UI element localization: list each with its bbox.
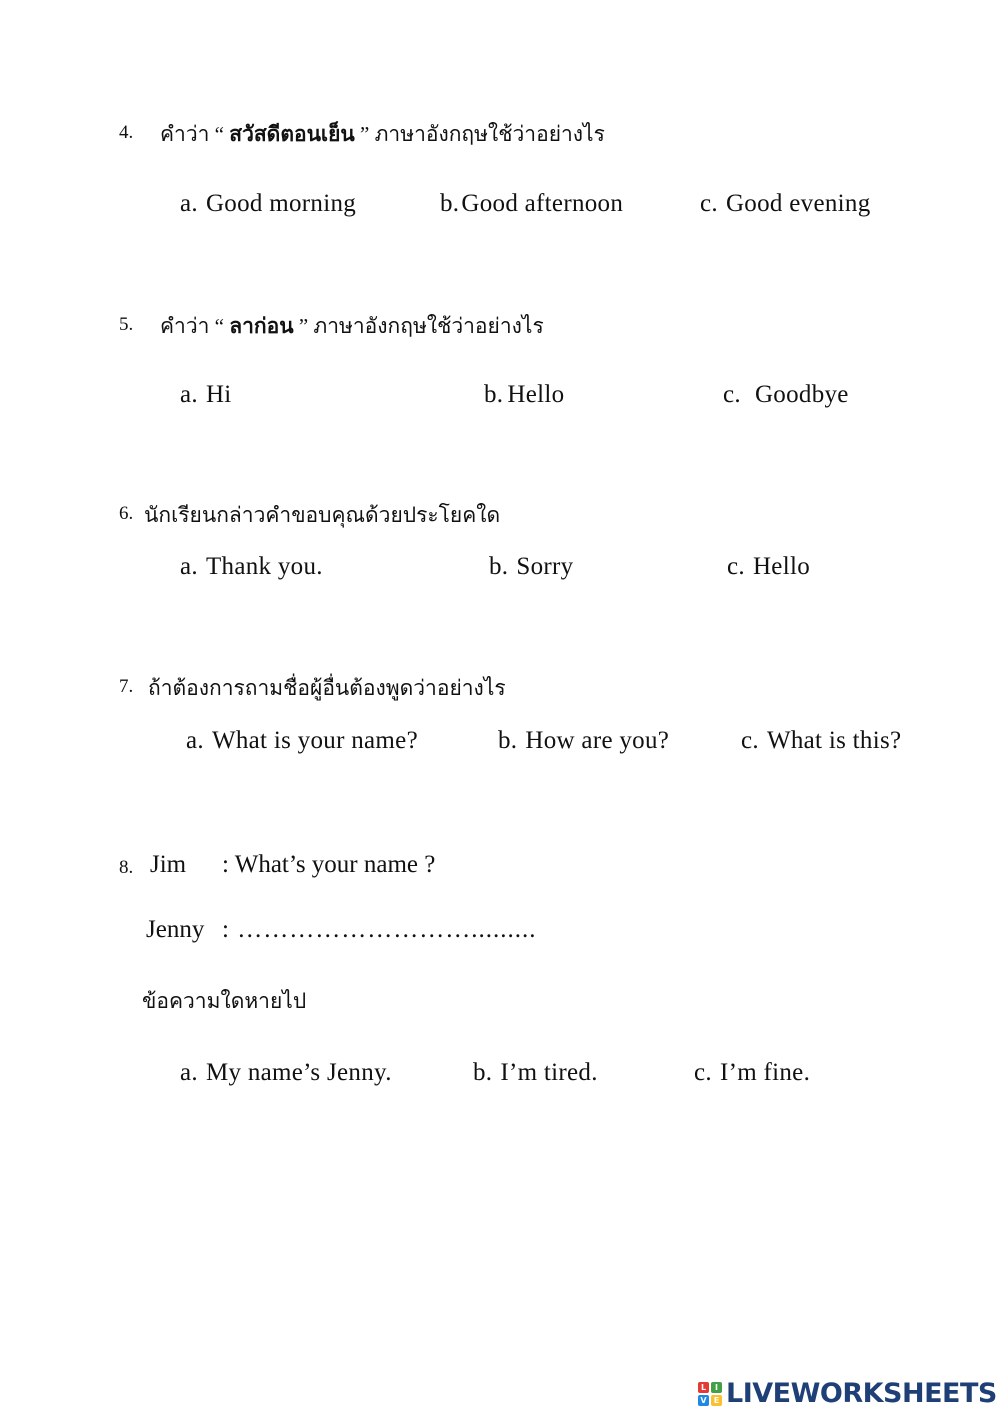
option-b[interactable] xyxy=(498,727,669,755)
option-label: b. xyxy=(498,727,518,754)
prompt-keyword: สวัสดีตอนเย็น xyxy=(229,122,355,146)
option-b[interactable] xyxy=(440,190,623,218)
option-a[interactable] xyxy=(180,553,323,581)
option-text: Goodbye xyxy=(754,381,849,408)
option-c[interactable] xyxy=(727,553,810,581)
option-label: a. xyxy=(180,553,198,580)
option-text: How are you? xyxy=(525,727,670,754)
option-text: Good evening xyxy=(725,190,871,217)
option-text: What is this? xyxy=(766,727,902,754)
prompt-text: ” ภาษาอังกฤษใช้ว่าอย่างไร xyxy=(298,314,544,338)
option-a[interactable] xyxy=(180,381,232,409)
question-number: 5. xyxy=(119,314,134,335)
option-b[interactable] xyxy=(473,1059,598,1087)
option-a[interactable] xyxy=(186,727,418,755)
question-prompt: นักเรียนกล่าวคำขอบคุณด้วยประโยคใด xyxy=(144,503,501,527)
option-text: Thank you. xyxy=(205,553,323,580)
option-label: a. xyxy=(180,190,198,217)
option-label: c. xyxy=(727,553,745,580)
option-label: a. xyxy=(186,727,204,754)
option-text: I’m fine. xyxy=(719,1059,811,1086)
option-c[interactable] xyxy=(700,190,871,218)
option-text: Hello xyxy=(752,553,810,580)
option-c[interactable] xyxy=(694,1059,810,1087)
question-number: 6. xyxy=(119,503,134,524)
option-label: c. xyxy=(723,381,741,408)
option-label: b. xyxy=(484,381,504,408)
prompt-text: ” ภาษาอังกฤษใช้ว่าอย่างไร xyxy=(360,122,605,146)
question-prompt: ถ้าต้องการถามชื่อผู้อื่นต้องพูดว่าอย่างไร xyxy=(148,676,506,700)
liveworksheets-brand[interactable] xyxy=(698,1378,997,1409)
option-label: b. xyxy=(440,190,460,217)
option-text: Sorry xyxy=(516,553,574,580)
logo-tile: L xyxy=(698,1382,709,1393)
brand-name: LIVEWORKSHEETS xyxy=(726,1378,997,1409)
option-text: Hi xyxy=(205,381,232,408)
option-text: Hello xyxy=(507,381,565,408)
question-number: 4. xyxy=(119,122,134,143)
liveworksheets-logo-icon xyxy=(698,1382,722,1406)
question-prompt xyxy=(160,118,605,151)
option-label: c. xyxy=(741,727,759,754)
option-label: a. xyxy=(180,1059,198,1086)
question-prompt: ข้อความใดหายไป xyxy=(142,989,307,1013)
prompt-keyword: ลาก่อน xyxy=(229,314,294,338)
option-text: Good afternoon xyxy=(461,190,624,217)
dialogue-line-jenny-blank: : ………………………......... xyxy=(222,916,537,943)
option-text: I’m tired. xyxy=(500,1059,598,1086)
speaker-jenny: Jenny xyxy=(146,916,205,943)
question-number: 8. xyxy=(119,857,134,878)
speaker-jim: Jim xyxy=(150,851,187,878)
logo-tile: I xyxy=(711,1382,722,1393)
option-label: b. xyxy=(473,1059,493,1086)
question-number: 7. xyxy=(119,676,134,697)
option-text: What is your name? xyxy=(211,727,418,754)
option-c[interactable] xyxy=(723,381,849,409)
prompt-text: คำว่า “ xyxy=(160,122,224,146)
option-b[interactable] xyxy=(484,381,564,409)
option-text: Good morning xyxy=(205,190,357,217)
logo-tile: E xyxy=(711,1395,722,1406)
option-label: c. xyxy=(694,1059,712,1086)
option-label: c. xyxy=(700,190,718,217)
logo-tile: V xyxy=(698,1395,709,1406)
question-prompt xyxy=(160,310,544,343)
option-b[interactable] xyxy=(489,553,573,581)
option-c[interactable] xyxy=(741,727,901,755)
option-a[interactable] xyxy=(180,190,356,218)
prompt-text: คำว่า “ xyxy=(160,314,224,338)
option-text: My name’s Jenny. xyxy=(205,1059,392,1086)
option-a[interactable] xyxy=(180,1059,392,1087)
option-label: a. xyxy=(180,381,198,408)
dialogue-line-jim: : What’s your name ? xyxy=(222,851,436,878)
option-label: b. xyxy=(489,553,509,580)
